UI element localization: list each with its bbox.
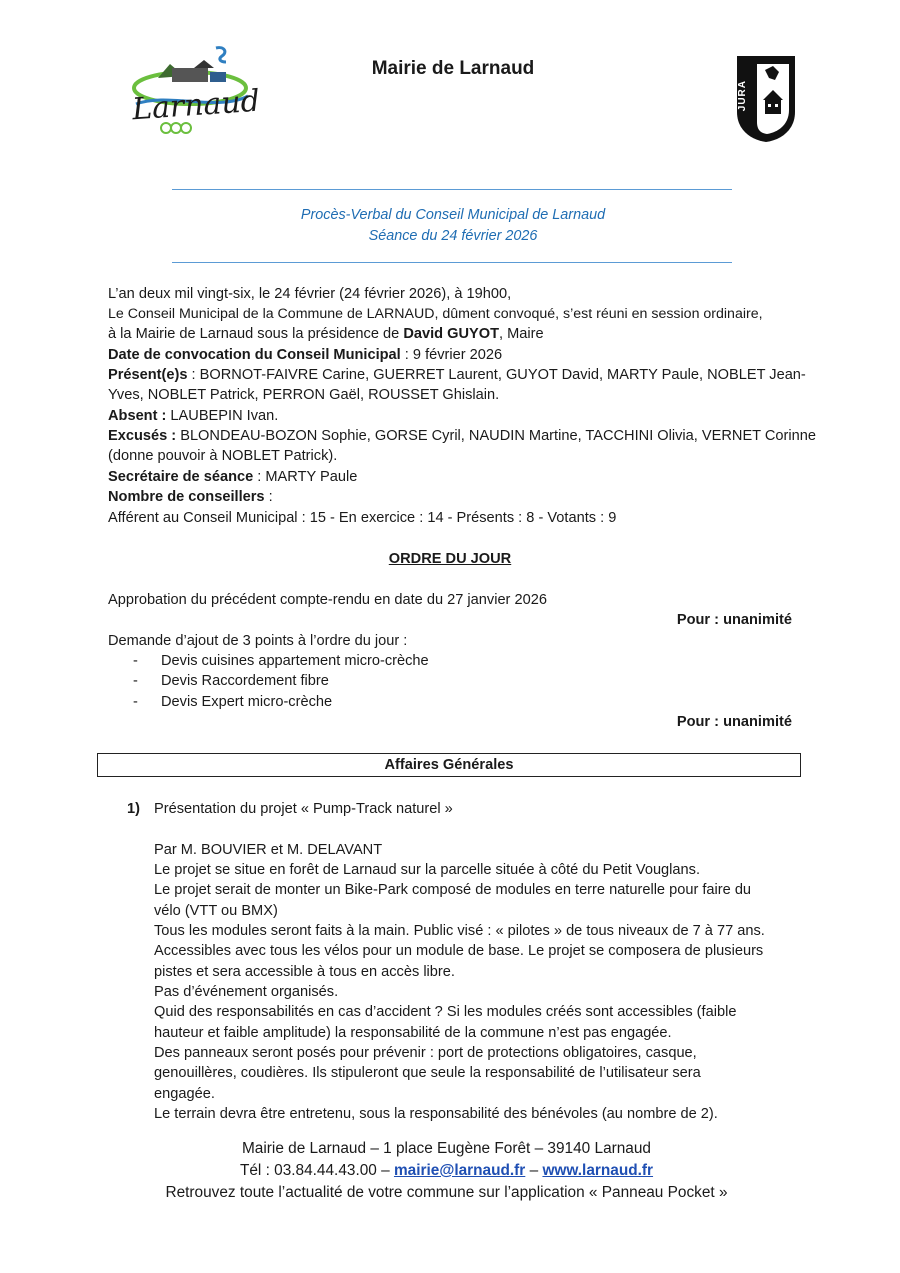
jura-label: JURA [737,80,748,112]
footer-panneau: Retrouvez toute l’actualité de votre commune sur l’application « Panneau Pocket » [165,1184,728,1201]
vote-result-1: Pour : unanimité [676,612,792,628]
website-link[interactable]: www.larnaud.fr [542,1162,654,1179]
item-line: Pas d’événement organisés. [154,984,339,1000]
ordre-title: ORDRE DU JOUR [388,551,512,567]
footer-sep: – [525,1162,543,1179]
vote-result-2: Pour : unanimité [676,714,792,730]
absent-label: Absent : [108,408,167,424]
president-name: David GUYOT [403,326,499,342]
section-title: Affaires Générales [384,757,514,773]
item-line: genouillères, coudières. Ils stipuleront que seule la responsabilité de l’utilisateur sera [154,1065,701,1081]
nombre-colon: : [264,489,273,505]
item-line: Le projet se situe en forêt de Larnaud sur la parcelle située à côté du Petit Vouglans. [154,862,700,878]
secretaire-label: Secrétaire de séance [108,469,254,485]
intro-line2: Le Conseil Municipal de la Commune de LARNAUD, dûment convoqué, s’est réuni en session ordinaire, [108,306,763,322]
presents-line1 [108,365,806,385]
bottom-rule [172,262,732,263]
list-item: Devis cuisines appartement micro-crèche [161,653,429,669]
item-number: 1) [127,801,140,817]
intro-line1: L’an deux mil vingt-six, le 24 février (24 février 2026), à 19h00, [108,286,512,302]
bullet-dash: - [133,694,138,710]
demande-line: Demande d’ajout de 3 points à l’ordre du jour : [108,633,408,649]
item-line: Quid des responsabilités en cas d’accident ? Si les modules créés sont accessibles (faible [154,1004,737,1020]
absent-line [108,406,278,426]
excuses-line1 [108,426,816,446]
logo-text: Larnaud [130,83,261,128]
convocation-label: Date de convocation du Conseil Municipal [108,347,401,363]
item-line: Des panneaux seront posés pour prévenir : port de protections obligatoires, casque, [154,1045,697,1061]
item-line: Le terrain devra être entretenu, sous la responsabilité des bénévoles (au nombre de 2). [154,1106,718,1122]
item-line: hauteur et faible amplitude) la responsabilité de la commune n’est pas engagée. [154,1025,672,1041]
excuses-value1: BLONDEAU-BOZON Sophie, GORSE Cyril, NAUDIN Martine, TACCHINI Olivia, VERNET Corinne [176,428,816,444]
convocation-value: : 9 février 2026 [400,347,503,363]
item-line: Le projet serait de monter un Bike-Park composé de modules en terre naturelle pour faire du [154,882,752,898]
jura-badge [735,54,797,144]
nombre-line [108,487,273,507]
item-line: Par M. BOUVIER et M. DELAVANT [154,842,383,858]
excuses-line2: (donne pouvoir à NOBLET Patrick). [108,448,338,464]
absent-value: LAUBEPIN Ivan. [166,408,279,424]
excuses-label: Excusés : [108,428,177,444]
item-line: Accessibles avec tous les vélos pour un module de base. Le projet se composera de plusieurs [154,943,764,959]
bullet-dash: - [133,673,138,689]
section-header-box [97,753,801,777]
intro-line3 [108,324,544,344]
footer-address: Mairie de Larnaud – 1 place Eugène Forêt – 39140 Larnaud [241,1140,651,1157]
item-line: pistes et sera accessible à tous en accès libre. [154,964,455,980]
afferent-line: Afférent au Conseil Municipal : 15 - En exercice : 14 - Présents : 8 - Votants : 9 [108,510,617,526]
list-item: Devis Raccordement fibre [161,673,329,689]
nombre-label: Nombre de conseillers [108,489,265,505]
item-line: vélo (VTT ou BMX) [154,903,278,919]
secretaire-line [108,467,357,487]
presents-value1: : BORNOT-FAIVRE Carine, GUERRET Laurent, GUYOT David, MARTY Paule, NOBLET Jean- [187,367,806,383]
secretaire-value: : MARTY Paule [253,469,358,485]
intro-line3-post: , Maire [499,326,544,342]
item-line: engagée. [154,1086,215,1102]
approbation-line: Approbation du précédent compte-rendu en date du 27 janvier 2026 [108,592,547,608]
subtitle-line1: Procès-Verbal du Conseil Municipal de Larnaud [300,207,606,223]
convocation-line [108,345,502,365]
top-rule [172,189,732,190]
footer-contact [0,1160,893,1182]
item-line: Tous les modules seront faits à la main. Public visé : « pilotes » de tous niveaux de 7 à 77 ans. [154,923,765,939]
footer-tel: Tél : 03.84.44.43.00 – [239,1162,394,1179]
intro-line3-pre: à la Mairie de Larnaud sous la présidence de [108,326,404,342]
bullet-dash: - [133,653,138,669]
larnaud-logo [128,42,261,142]
item-title: Présentation du projet « Pump-Track naturel » [154,801,453,817]
page-title: Mairie de Larnaud [371,58,535,79]
presents-label: Présent(e)s [108,367,188,383]
presents-line2: Yves, NOBLET Patrick, PERRON Gaël, ROUSSET Ghislain. [108,387,500,403]
subtitle-line2: Séance du 24 février 2026 [368,228,538,244]
list-item: Devis Expert micro-crèche [161,694,333,710]
email-link[interactable]: mairie@larnaud.fr [393,1162,526,1179]
